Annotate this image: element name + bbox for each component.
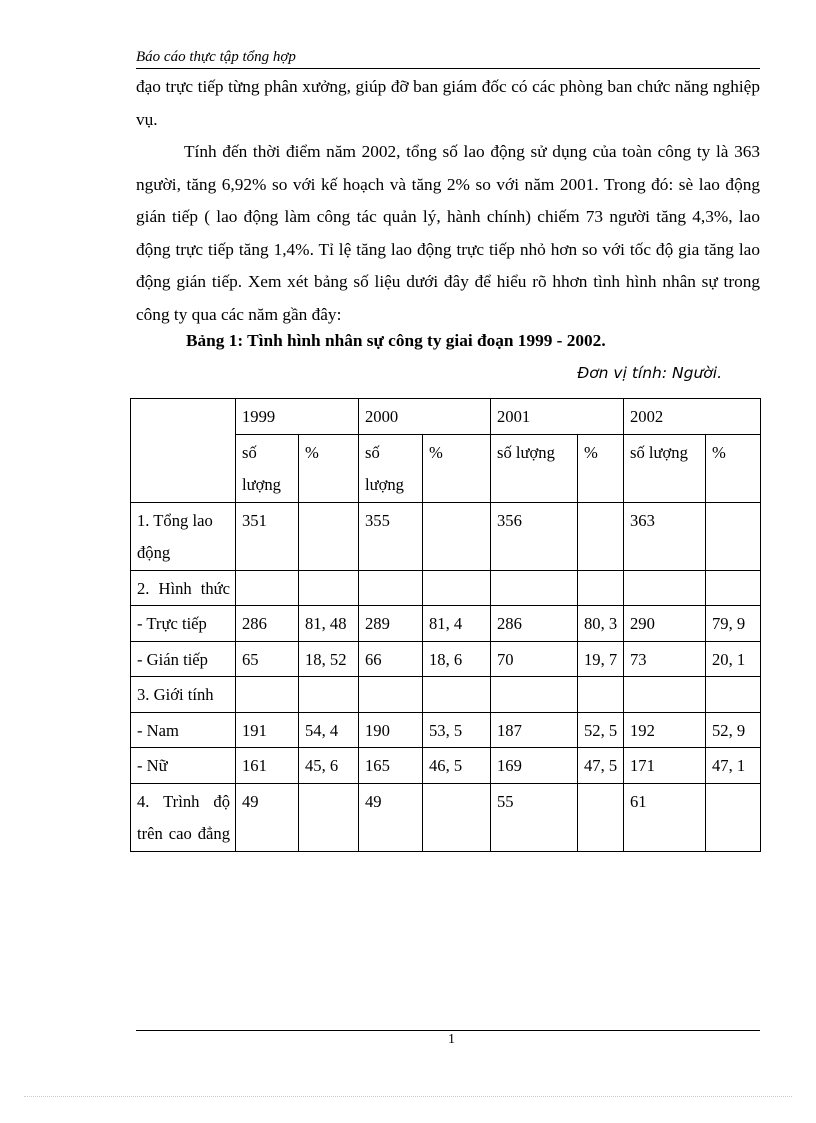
table-row <box>131 748 761 784</box>
quantity-cell: 169 <box>491 748 578 784</box>
quantity-cell: 65 <box>236 641 299 677</box>
quantity-cell: 165 <box>359 748 423 784</box>
quantity-cell: 73 <box>624 641 706 677</box>
quantity-cell <box>491 677 578 713</box>
quantity-cell: 70 <box>491 641 578 677</box>
percent-cell: 80, 3 <box>578 606 624 642</box>
year-cell: 1999 <box>236 399 359 435</box>
quantity-cell: 286 <box>236 606 299 642</box>
percent-cell: 81, 4 <box>423 606 491 642</box>
percent-header: % <box>299 434 359 502</box>
percent-cell <box>578 570 624 606</box>
quantity-cell: 191 <box>236 712 299 748</box>
row-label: 2. Hình thức <box>131 570 236 606</box>
row-label: - Trực tiếp <box>131 606 236 642</box>
row-label: - Gián tiếp <box>131 641 236 677</box>
quantity-cell: 61 <box>624 783 706 851</box>
corner-cell <box>131 399 236 503</box>
percent-cell: 52, 5 <box>578 712 624 748</box>
percent-cell <box>706 783 761 851</box>
table-body <box>131 502 761 851</box>
percent-cell: 81, 48 <box>299 606 359 642</box>
percent-header: % <box>423 434 491 502</box>
row-label: - Nữ <box>131 748 236 784</box>
quantity-cell <box>236 570 299 606</box>
quantity-cell <box>236 677 299 713</box>
quantity-cell <box>624 570 706 606</box>
running-title: Báo cáo thực tập tổng hợp <box>136 49 296 65</box>
footer-rule <box>136 1030 760 1031</box>
quantity-cell <box>624 677 706 713</box>
year-cell: 2000 <box>359 399 491 435</box>
percent-cell: 47, 1 <box>706 748 761 784</box>
percent-cell: 47, 5 <box>578 748 624 784</box>
percent-cell <box>423 783 491 851</box>
quantity-cell: 363 <box>624 502 706 570</box>
quantity-header: số lượng <box>491 434 578 502</box>
percent-cell: 19, 7 <box>578 641 624 677</box>
quantity-cell: 55 <box>491 783 578 851</box>
percent-cell <box>423 570 491 606</box>
row-label: 1. Tổng lao động <box>131 502 236 570</box>
paragraph-1: đạo trực tiếp từng phân xưởng, giúp đỡ ban giám đốc có các phòng ban chức năng nghiệp vụ. <box>136 77 760 129</box>
percent-cell: 53, 5 <box>423 712 491 748</box>
percent-cell: 20, 1 <box>706 641 761 677</box>
percent-header: % <box>706 434 761 502</box>
quantity-cell: 171 <box>624 748 706 784</box>
table-row <box>131 570 761 606</box>
quantity-cell: 192 <box>624 712 706 748</box>
paragraph-2: Tính đến thời điểm năm 2002, tổng số lao động sử dụng của toàn công ty là 363 người, tăng 6,92% so với kế hoạch và tăng 2% so với năm 2001. Trong đó: sè lao động gián tiếp ( lao động làm công tác quản lý, hành chính) chiếm 73 người tăng 4,3%, lao động trực tiếp tăng 1,4%. Tỉ lệ tăng lao động trực tiếp nhỏ hơn so với tốc độ gia tăng lao động gián tiếp. Xem xét bảng số liệu dưới đây để hiểu rõ hhơn tình hình nhân sự trong công ty qua các năm gần đây: <box>136 142 760 324</box>
quantity-cell: 161 <box>236 748 299 784</box>
row-label: 3. Giới tính <box>131 677 236 713</box>
table-caption: Bảng 1: Tình hình nhân sự công ty giai đoạn 1999 - 2002. <box>186 331 606 350</box>
table-row <box>131 783 761 851</box>
quantity-cell: 49 <box>236 783 299 851</box>
percent-cell: 45, 6 <box>299 748 359 784</box>
table-row <box>131 712 761 748</box>
percent-cell <box>299 783 359 851</box>
table-row <box>131 606 761 642</box>
percent-cell <box>706 677 761 713</box>
year-header-row <box>131 399 761 435</box>
quantity-cell: 289 <box>359 606 423 642</box>
percent-cell <box>578 677 624 713</box>
quantity-cell <box>359 570 423 606</box>
year-cell: 2002 <box>624 399 761 435</box>
percent-cell <box>299 502 359 570</box>
percent-cell <box>299 677 359 713</box>
quantity-cell: 286 <box>491 606 578 642</box>
percent-cell <box>423 677 491 713</box>
quantity-header: số lượng <box>624 434 706 502</box>
percent-cell <box>706 570 761 606</box>
table-row <box>131 677 761 713</box>
quantity-cell: 351 <box>236 502 299 570</box>
percent-cell <box>299 570 359 606</box>
quantity-header: số lượng <box>359 434 423 502</box>
percent-header: % <box>578 434 624 502</box>
table-row <box>131 641 761 677</box>
percent-cell: 79, 9 <box>706 606 761 642</box>
running-header <box>136 48 760 69</box>
percent-cell <box>423 502 491 570</box>
percent-cell <box>578 502 624 570</box>
table-row <box>131 502 761 570</box>
quantity-cell: 49 <box>359 783 423 851</box>
quantity-cell: 66 <box>359 641 423 677</box>
page-bottom-edge <box>24 1096 792 1097</box>
percent-cell: 54, 4 <box>299 712 359 748</box>
percent-cell: 18, 52 <box>299 641 359 677</box>
row-label: - Nam <box>131 712 236 748</box>
quantity-cell <box>491 570 578 606</box>
percent-cell <box>578 783 624 851</box>
table-unit: Đơn vị tính: Người. <box>577 364 722 382</box>
quantity-cell: 190 <box>359 712 423 748</box>
percent-cell: 18, 6 <box>423 641 491 677</box>
percent-cell: 46, 5 <box>423 748 491 784</box>
quantity-cell: 355 <box>359 502 423 570</box>
percent-cell <box>706 502 761 570</box>
quantity-cell: 290 <box>624 606 706 642</box>
row-label: 4. Trình độ trên cao đẳng <box>131 783 236 851</box>
quantity-cell: 356 <box>491 502 578 570</box>
year-cell: 2001 <box>491 399 624 435</box>
personnel-table <box>130 398 761 852</box>
quantity-header: số lượng <box>236 434 299 502</box>
page-number: 1 <box>448 1032 455 1047</box>
percent-cell: 52, 9 <box>706 712 761 748</box>
quantity-cell: 187 <box>491 712 578 748</box>
quantity-cell <box>359 677 423 713</box>
